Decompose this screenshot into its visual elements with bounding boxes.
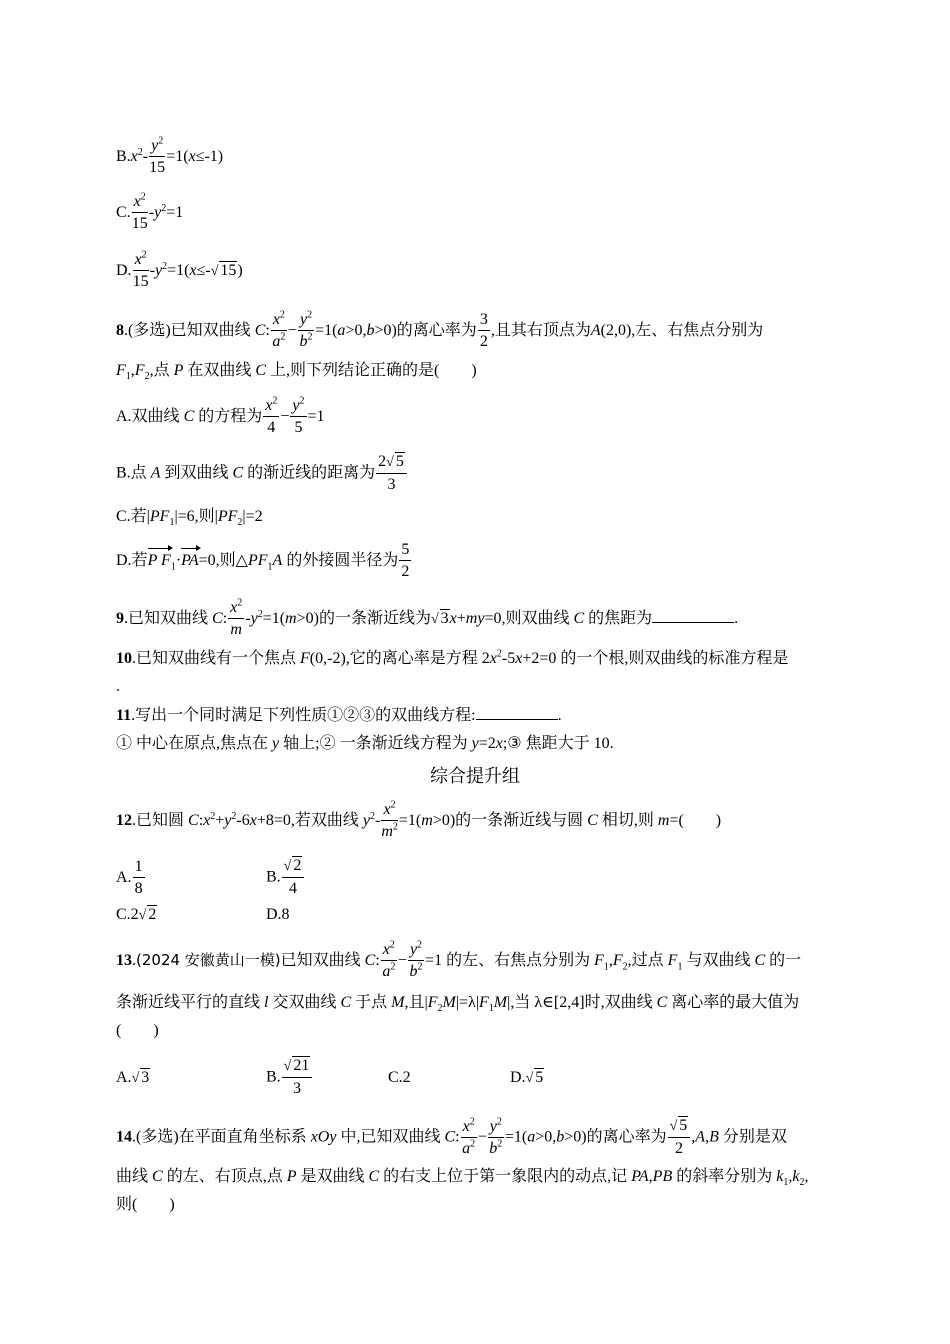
q8-stem-line2: $F_1,F_2$,点 P 在双曲线 C 上,则下列结论正确的是( ) [116,362,477,383]
q13-option-a: A.√ 3 [116,1068,150,1086]
q12-options-row2 [116,904,834,927]
q12-option-d: D.8 [266,906,290,923]
q12-option-c: C.2√ 2 [116,906,157,923]
q7-option-d: D. $\frac{x^2}{15}$ $-y^2=1(x\le-√$ 15) [116,249,243,290]
q7-option-c: C. $\frac{x^2}{15}$ $-y^2=1$ [116,191,184,232]
q9-stem: 9.已知双曲线 C: $\frac{x^2}{m}$ $-y^2=1(m>0)$的一条渐近线为√ 3x+my=0,则双曲线 C 的焦距为 . [116,597,739,638]
q8-stem-line1: 8.(多选)已知双曲线 C: $\frac{x^2}{a^2}$ − $\frac{y^2}{b^2}$ =1(a>0,b>0)的离心率为 $\frac{3}{2}$ ,且其右顶点为A(2,0),左、右焦点分别为 [116,309,764,350]
vector-pf1: P F [148,550,171,572]
q9-answer-blank[interactable] [652,608,734,623]
q13-stem-line3: ( ) [116,1022,159,1039]
q8-option-d: D.若P $F_1\cdot PA=0$,则$\triangle PF_1A$ 的外接圆半径为 $\frac{5}{2}$ [116,541,410,580]
q10-stem: 10.已知双曲线有一个焦点 F(0,-2),它的离心率是方程 $2x^2-5x+2=0$ 的一个根,则双曲线的标准方程是 [116,648,789,667]
q13-option-c: C.2 [388,1068,411,1086]
q12-option-a: A. $\frac{1}{8}$ [116,857,143,897]
q11-number: 11 [116,707,132,724]
q13-number: 13 [116,952,132,970]
q11-properties: ① 中心在原点,焦点在 y 轴上;② 一条渐近线方程为 y=2x;③ 焦距大于 10. [116,735,614,752]
q12-number: 12 [116,812,132,830]
q10-end: . [116,678,120,695]
q13-source: (2024 安徽黄山一模) [136,951,281,970]
q14-stem-line2: 曲线 C 的左、右顶点,点 P 是双曲线 C 的右支上位于第一象限内的动点,记 PA,PB 的斜率分别为 $k_1,k_2$, [116,1168,809,1189]
q7-option-b: $B.x^2-$ $\frac{y^2}{15}$ =1(x≤-1) [116,135,224,176]
q8-tag: (多选) [128,322,171,340]
q11-stem: 11.写出一个同时满足下列性质①②③的双曲线方程: . [116,707,562,724]
q13-options [116,1056,834,1100]
q10-number: 10 [116,650,132,667]
q14-stem-line1: 14.(多选)在平面直角坐标系 xOy 中,已知双曲线 C: $\frac{x^2}{a^2}$ − $\frac{y^2}{b^2}$ =1(a>0,b>0)的离心率为 $\frac{√ 5}{2}$ ,A,B 分别是双 [116,1116,787,1157]
q13-option-b: B. $\frac{√ 21}{3}$ [266,1056,388,1100]
q13-option-d: D.√ 5 [510,1068,544,1086]
q12-options-row1 [116,856,834,900]
q9-number: 9 [116,610,124,628]
section-title: 综合提升组 [430,766,520,787]
vector-pa: PA [181,550,198,572]
q13-stem-line1: 13.(2024 安徽黄山一模)已知双曲线 C: $\frac{x^2}{a^2}$ − $\frac{y^2}{b^2}$ =1 的左、右焦点分别为 $F_1,F_2$,过点 $F_1$ 与双曲线 C 的一 [116,939,802,980]
q14-number: 14 [116,1128,132,1146]
q14-stem-line3: 则( ) [116,1196,175,1213]
q13-stem-line2: 条渐近线平行的直线 l 交双曲线 C 于点 M,且$|F_2M|=\lambda|F_1M|$,当 λ∈[2,4]时,双曲线 C 离心率的最大值为 [116,994,800,1015]
q11-answer-blank[interactable] [476,705,558,720]
q8-option-c: C.若$|PF_1|=6$,则$|PF_2|=2$ [116,508,263,529]
q12-option-b: B. $\frac{√ 2}{4}$ [266,856,305,900]
q12-stem: 12.已知圆 $C:x^2+y^2-6x+8=0$,若双曲线 $y^2-$ $\frac{x^2}{m^2}$ =1(m>0)的一条渐近线与圆 C 相切,则 m=( ) [116,799,722,840]
q14-tag: (多选) [136,1128,179,1146]
q8-number: 8 [116,322,124,340]
q8-option-a: A.双曲线 C 的方程为 $\frac{x^2}{4}$ − $\frac{y^2}{5}$ =1 [116,395,325,436]
q8-option-b: B.点 A 到双曲线 C 的渐近线的距离为 $\frac{2√ 5}{3}$ [116,452,834,496]
